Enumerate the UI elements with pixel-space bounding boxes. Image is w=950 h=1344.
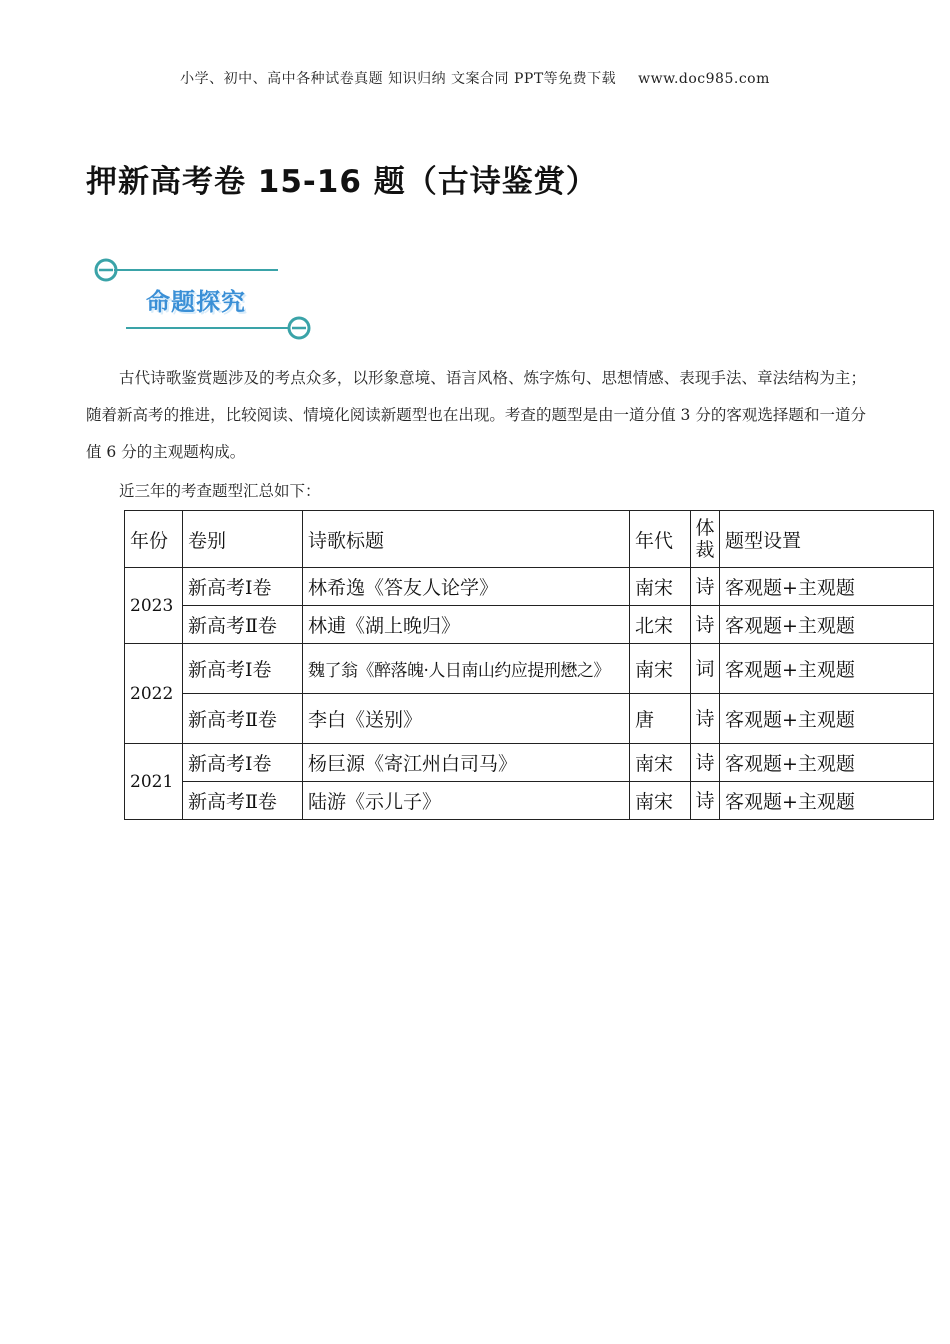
type-cell: 客观题+主观题 — [720, 782, 934, 820]
poem-cell: 李白《送别》 — [303, 694, 630, 744]
type-cell: 客观题+主观题 — [720, 744, 934, 782]
header-paper: 卷别 — [183, 511, 303, 568]
genre-cell: 诗 — [691, 694, 720, 744]
page-title: 押新高考卷 15-16 题（古诗鉴赏） — [86, 164, 598, 200]
era-cell: 南宋 — [630, 782, 691, 820]
table-row — [125, 568, 934, 606]
paper-cell: 新高考Ⅰ卷 — [183, 744, 303, 782]
paper-cell: 新高考Ⅰ卷 — [183, 568, 303, 606]
genre-cell: 诗 — [691, 744, 720, 782]
table-row — [125, 782, 934, 820]
type-cell: 客观题+主观题 — [720, 606, 934, 644]
type-cell: 客观题+主观题 — [720, 644, 934, 694]
year-cell: 2023 — [125, 568, 183, 644]
year-cell: 2021 — [125, 744, 183, 820]
table-header-row — [125, 511, 934, 568]
header-type: 题型设置 — [720, 511, 934, 568]
paper-cell: 新高考Ⅰ卷 — [183, 644, 303, 694]
era-cell: 南宋 — [630, 568, 691, 606]
header-era: 年代 — [630, 511, 691, 568]
genre-cell: 词 — [691, 644, 720, 694]
era-cell: 南宋 — [630, 644, 691, 694]
poem-cell: 林希逸《答友人论学》 — [303, 568, 630, 606]
table-row — [125, 694, 934, 744]
page-header — [0, 68, 950, 88]
type-cell: 客观题+主观题 — [720, 568, 934, 606]
table-row — [125, 606, 934, 644]
exam-summary-table — [124, 510, 934, 820]
genre-cell: 诗 — [691, 782, 720, 820]
poem-cell: 陆游《示儿子》 — [303, 782, 630, 820]
table-row — [125, 644, 934, 694]
year-cell: 2022 — [125, 644, 183, 744]
summary-lead: 近三年的考查题型汇总如下： — [119, 482, 321, 500]
paper-cell: 新高考Ⅱ卷 — [183, 694, 303, 744]
poem-cell: 林逋《湖上晚归》 — [303, 606, 630, 644]
poem-cell: 杨巨源《寄江州白司马》 — [303, 744, 630, 782]
header-url[interactable]: www.doc985.com — [638, 71, 770, 87]
era-cell: 南宋 — [630, 744, 691, 782]
header-poem: 诗歌标题 — [303, 511, 630, 568]
paper-cell: 新高考Ⅱ卷 — [183, 606, 303, 644]
table-row — [125, 744, 934, 782]
section-badge-label: 命题探究 — [146, 288, 246, 316]
intro-paragraph: 古代诗歌鉴赏题涉及的考点众多，以形象意境、语言风格、炼字炼句、思想情感、表现手法、章法结构为主；随着新高考的推进，比较阅读、情境化阅读新题型也在出现。考查的题型是由一道分值 3 分的客观选择题和一道分值 6 分的主观题构成。 — [86, 369, 866, 461]
poem-cell: 魏了翁《醉落魄·人日南山约应提刑懋之》 — [303, 644, 630, 694]
paper-cell: 新高考Ⅱ卷 — [183, 782, 303, 820]
genre-cell: 诗 — [691, 568, 720, 606]
header-genre: 体裁 — [691, 511, 720, 568]
type-cell: 客观题+主观题 — [720, 694, 934, 744]
header-year: 年份 — [125, 511, 183, 568]
era-cell: 北宋 — [630, 606, 691, 644]
era-cell: 唐 — [630, 694, 691, 744]
genre-cell: 诗 — [691, 606, 720, 644]
header-tagline: 小学、初中、高中各种试卷真题 知识归纳 文案合同 PPT等免费下载 — [180, 71, 617, 87]
